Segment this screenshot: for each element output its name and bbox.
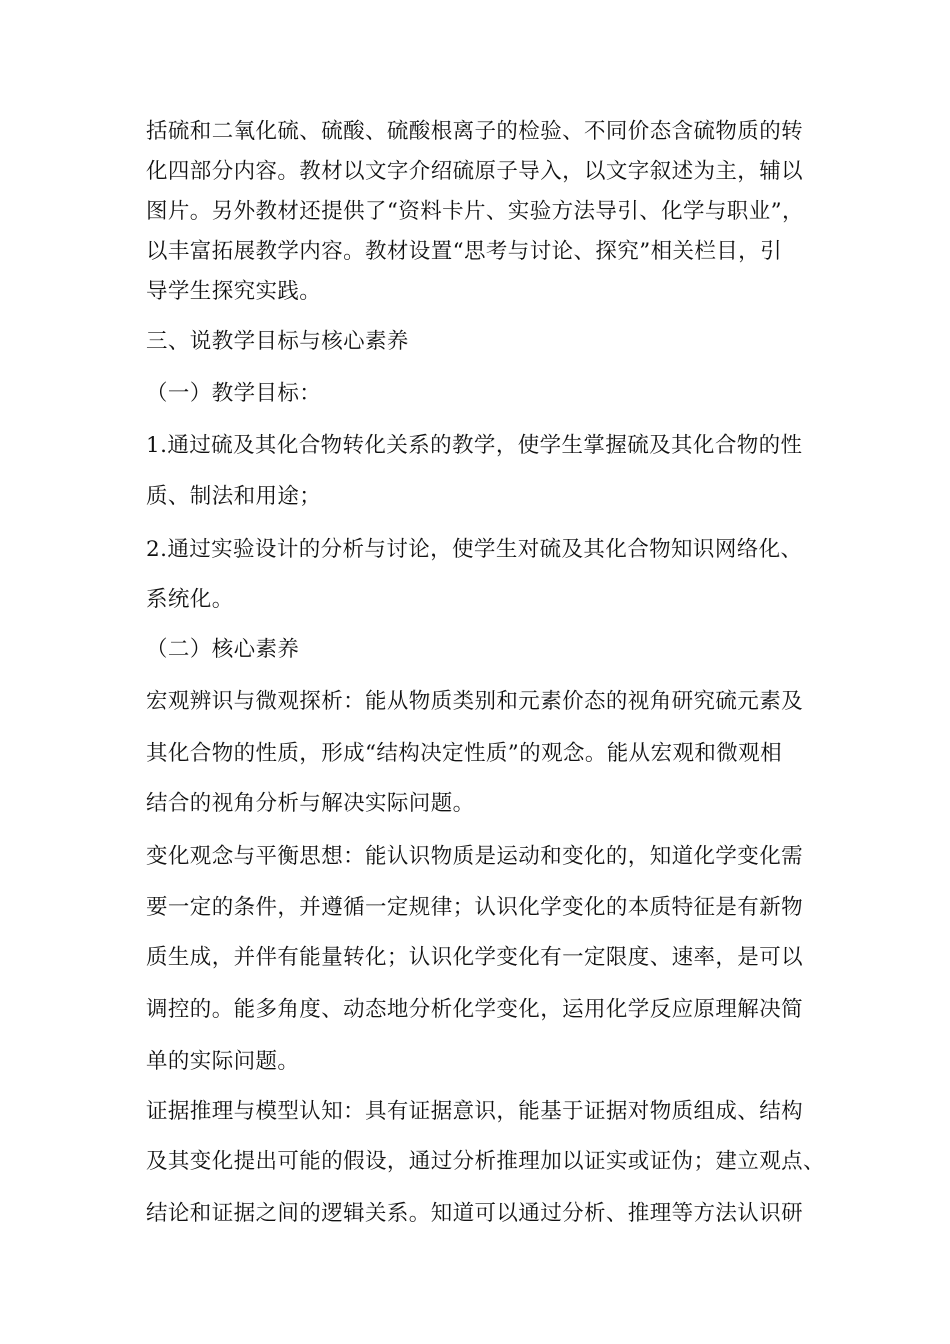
text-line: 图片。另外教材还提供了“资料卡片、实验方法导引、化学与职业”， [146,199,804,224]
text-line: 化四部分内容。教材以文字介绍硫原子导入，以文字叙述为主，辅以 [146,159,804,184]
text-line: 变化观念与平衡思想：能认识物质是运动和变化的，知道化学变化需 [146,844,804,869]
text-line: 及其变化提出可能的假设，通过分析推理加以证实或证伪；建立观点、 [146,1149,825,1174]
text-line: 结论和证据之间的逻辑关系。知道可以通过分析、推理等方法认识研 [146,1201,804,1226]
text-line: 宏观辨识与微观探析：能从物质类别和元素价态的视角研究硫元素及 [146,689,804,714]
text-line: 结合的视角分析与解决实际问题。 [146,791,475,816]
text-line: 其化合物的性质，形成“结构决定性质”的观念。能从宏观和微观相 [146,741,782,766]
section-heading: 三、说教学目标与核心素养 [146,329,409,354]
text-line: 调控的。能多角度、动态地分析化学变化，运用化学反应原理解决简 [146,997,804,1022]
text-line: 括硫和二氧化硫、硫酸、硫酸根离子的检验、不同价态含硫物质的转 [146,119,804,144]
text-line: 1.通过硫及其化合物转化关系的教学，使学生掌握硫及其化合物的性 [146,433,803,458]
text-line: 质生成，并伴有能量转化；认识化学变化有一定限度、速率，是可以 [146,945,804,970]
text-line: 以丰富拓展教学内容。教材设置“思考与讨论、探究”相关栏目，引 [146,239,782,264]
text-line: 要一定的条件，并遵循一定规律；认识化学变化的本质特征是有新物 [146,895,804,920]
subsection-heading: （一）教学目标： [146,381,322,406]
text-line: 2.通过实验设计的分析与讨论，使学生对硫及其化合物知识网络化、 [146,537,803,562]
subsection-heading: （二）核心素养 [146,637,300,662]
text-line: 证据推理与模型认知：具有证据意识，能基于证据对物质组成、结构 [146,1099,804,1124]
text-line: 导学生探究实践。 [146,279,322,304]
text-line: 单的实际问题。 [146,1049,300,1074]
text-line: 质、制法和用途； [146,484,322,509]
text-line: 系统化。 [146,587,234,612]
